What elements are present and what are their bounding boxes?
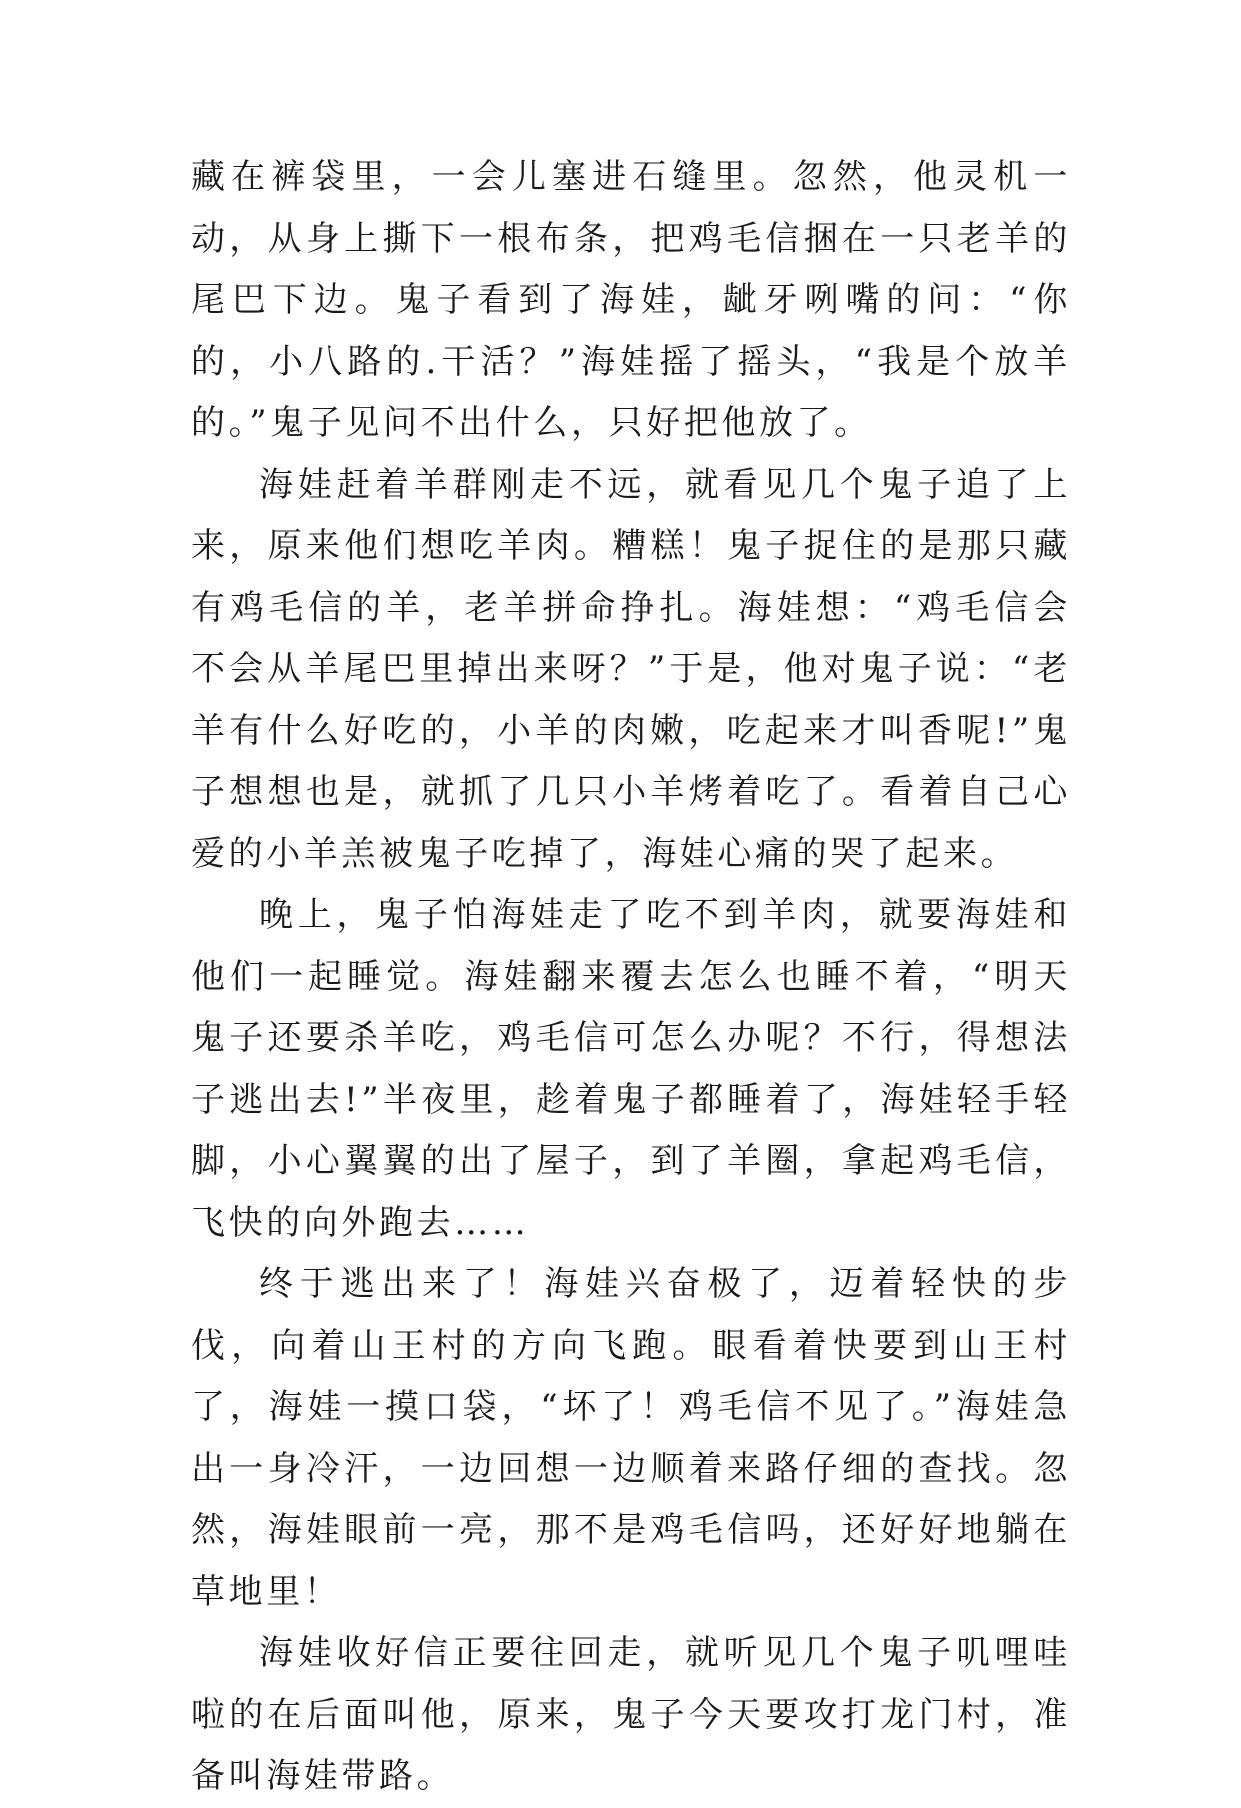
paragraph-2: 海娃赶着羊群刚走不远，就看见几个鬼子追了上来，原来他们想吃羊肉。糟糕！鬼子捉住的是那只藏有鸡毛信的羊，老羊拼命挣扎。海娃想：“鸡毛信会不会从羊尾巴里掉出来呀？”于是，他对鬼子说：“老羊有什么好吃的，小羊的肉嫩，吃起来才叫香呢!”鬼子想想也是，就抓了几只小羊烤着吃了。看着自己心爱的小羊羔被鬼子吃掉了，海娃心痛的哭了起来。 xyxy=(191,464,1071,874)
story-text xyxy=(191,147,1071,1808)
paragraph-4: 终于逃出来了！海娃兴奋极了，迈着轻快的步伐，向着山王村的方向飞跑。眼看着快要到山王村了，海娃一摸口袋，“坏了！鸡毛信不见了。”海娃急出一身冷汗，一边回想一边顺着来路仔细的查找。忽然，海娃眼前一亮，那不是鸡毛信吗，还好好地躺在草地里！ xyxy=(191,1264,1071,1612)
paragraph-1: 藏在裤袋里，一会儿塞进石缝里。忽然，他灵机一动，从身上撕下一根布条，把鸡毛信捆在一只老羊的尾巴下边。鬼子看到了海娃，龇牙咧嘴的问：“你的，小八路的.干活？”海娃摇了摇头，“我是个放羊的。”鬼子见问不出什么，只好把他放了。 xyxy=(191,157,1071,443)
paragraph-5: 海娃收好信正要往回走，就听见几个鬼子叽哩哇啦的在后面叫他，原来，鬼子今天要攻打龙门村，准备叫海娃带路。 xyxy=(191,1633,1071,1796)
paragraph-3: 晚上，鬼子怕海娃走了吃不到羊肉，就要海娃和他们一起睡觉。海娃翻来覆去怎么也睡不着，“明天鬼子还要杀羊吃，鸡毛信可怎么办呢？不行，得想法子逃出去!”半夜里，趁着鬼子都睡着了，海娃轻手轻脚，小心翼翼的出了屋子，到了羊圈，拿起鸡毛信，飞快的向外跑去…… xyxy=(191,895,1071,1243)
